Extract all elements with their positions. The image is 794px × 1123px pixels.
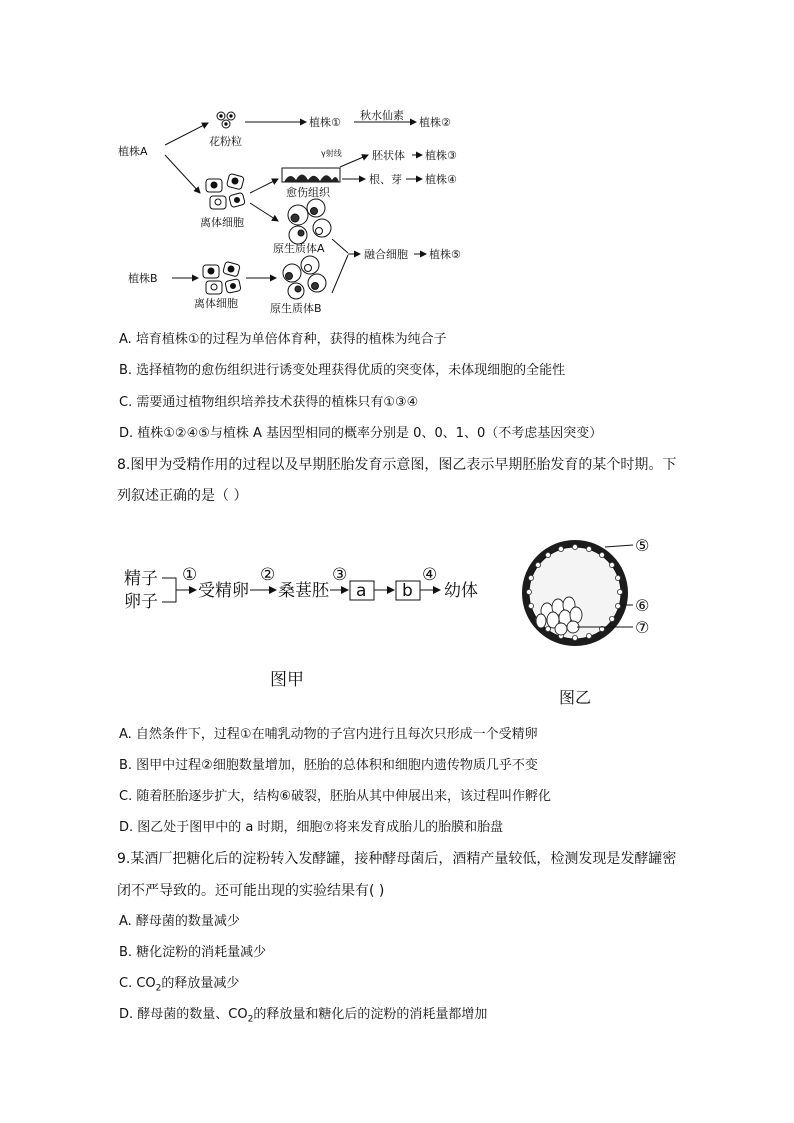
protoplast-b-icon xyxy=(283,256,326,299)
step2-label: ② xyxy=(260,565,276,585)
q9-option-d-sub: 2 xyxy=(247,1014,254,1025)
q9-stem-line1: 9.某酒厂把糖化后的淀粉转入发酵罐，接种酵母菌后，酒精产量较低，检测发现是发酵罐密 xyxy=(117,851,677,867)
plant-a-label: 植株A xyxy=(118,145,148,158)
plant1-label: 植株① xyxy=(309,116,341,129)
q9-option-d xyxy=(119,1005,739,1030)
isolated-cells-b-icon xyxy=(203,261,241,294)
root-bud-label: 根、芽 xyxy=(369,173,402,186)
pollen-label: 花粉粒 xyxy=(209,135,242,148)
q9-option-a: A. 酵母菌的数量减少 xyxy=(119,914,240,929)
q7-option-c: C. 需要通过植物组织培养技术获得的植株只有①③④ xyxy=(119,395,419,410)
q8-option-a: A. 自然条件下，过程①在哺乳动物的子宫内进行且每次只形成一个受精卵 xyxy=(119,727,538,742)
q8-option-d: D. 图乙处于图甲中的 a 时期，细胞⑦将来发育成胎儿的胎膜和胎盘 xyxy=(119,820,504,835)
q9-option-c-pre: C. CO xyxy=(119,976,156,991)
blastocyst-diagram xyxy=(515,525,695,715)
q8-stem-line2: 列叙述正确的是（ ） xyxy=(117,488,248,504)
plant-breeding-svg xyxy=(110,105,500,320)
colchicine-label: 秋水仙素 xyxy=(360,109,404,122)
q9-option-c-post: 的释放量减少 xyxy=(161,976,240,991)
egg-label: 卵子 xyxy=(124,592,158,612)
q8-stem-line1: 8.图甲为受精作用的过程以及早期胚胎发育示意图，图乙表示早期胚胎发育的某个时期。下 xyxy=(117,457,677,473)
q8-option-b: B. 图甲中过程②细胞数量增加，胚胎的总体积和细胞内遗传物质几乎不变 xyxy=(119,758,538,773)
plant-breeding-diagram xyxy=(110,105,500,320)
q7-option-a: A. 培育植株①的过程为单倍体育种，获得的植株为纯合子 xyxy=(119,332,447,347)
q9-option-c-sub: 2 xyxy=(155,983,162,994)
label-5: ⑤ xyxy=(635,536,650,555)
q8-option-c: C. 随着胚胎逐步扩大，结构⑥破裂，胚胎从其中伸展出来，该过程叫作孵化 xyxy=(119,789,551,804)
isolated-cells-a-label: 离体细胞 xyxy=(200,216,244,229)
isolated-cells-b-label: 离体细胞 xyxy=(194,297,238,310)
q9-option-b: B. 糖化淀粉的消耗量减少 xyxy=(119,945,267,960)
plant2-label: 植株② xyxy=(419,116,451,129)
larva-label: 幼体 xyxy=(444,581,478,601)
protoplast-a-icon xyxy=(288,199,331,244)
isolated-cells-a-icon xyxy=(206,173,245,209)
zygote-label: 受精卵 xyxy=(198,581,249,601)
q9-option-d-pre: D. 酵母菌的数量、CO xyxy=(119,1007,248,1022)
figure-jia-caption: 图甲 xyxy=(270,670,304,690)
label-7: ⑦ xyxy=(635,618,650,637)
gamma-ray-label: γ射线 xyxy=(321,149,342,158)
step3-label: ③ xyxy=(332,565,348,585)
plant-b-label: 植株B xyxy=(128,272,158,285)
plant3-label: 植株③ xyxy=(425,149,457,162)
blastocyst-svg xyxy=(515,525,695,715)
box-a-label: a xyxy=(356,581,367,601)
q9-option-c xyxy=(119,974,739,999)
q9-option-d-post: 的释放量和糖化后的淀粉的消耗量都增加 xyxy=(253,1007,488,1022)
q7-option-d: D. 植株①②④⑤与植株 A 基因型相同的概率分别是 0、0、1、0（不考虑基因突变） xyxy=(119,426,603,441)
q9-stem-line2: 闭不严导致的。还可能出现的实验结果有( ) xyxy=(117,883,385,899)
fused-cell-label: 融合细胞 xyxy=(364,248,408,261)
plant4-label: 植株④ xyxy=(425,173,457,186)
morula-label: 桑葚胚 xyxy=(278,581,329,601)
step1-label: ① xyxy=(182,565,198,585)
protoplast-b-label: 原生质体B xyxy=(270,302,322,315)
sperm-label: 精子 xyxy=(124,569,158,589)
step4-label: ④ xyxy=(422,565,438,585)
figure-yi-caption: 图乙 xyxy=(559,688,592,707)
plant5-label: 植株⑤ xyxy=(429,248,461,261)
callus-label: 愈伤组织 xyxy=(286,186,330,199)
box-b-label: b xyxy=(402,581,413,601)
pollen-icon xyxy=(217,112,235,128)
callus-icon xyxy=(282,168,340,182)
fertilization-flow-diagram xyxy=(118,560,496,690)
embryoid-label: 胚状体 xyxy=(372,149,405,162)
label-6: ⑥ xyxy=(635,596,650,615)
q7-option-b: B. 选择植物的愈伤组织进行诱变处理获得优质的突变体，未体现细胞的全能性 xyxy=(119,363,566,378)
fertilization-flow-svg xyxy=(118,560,496,690)
protoplast-a-label: 原生质体A xyxy=(273,242,325,255)
